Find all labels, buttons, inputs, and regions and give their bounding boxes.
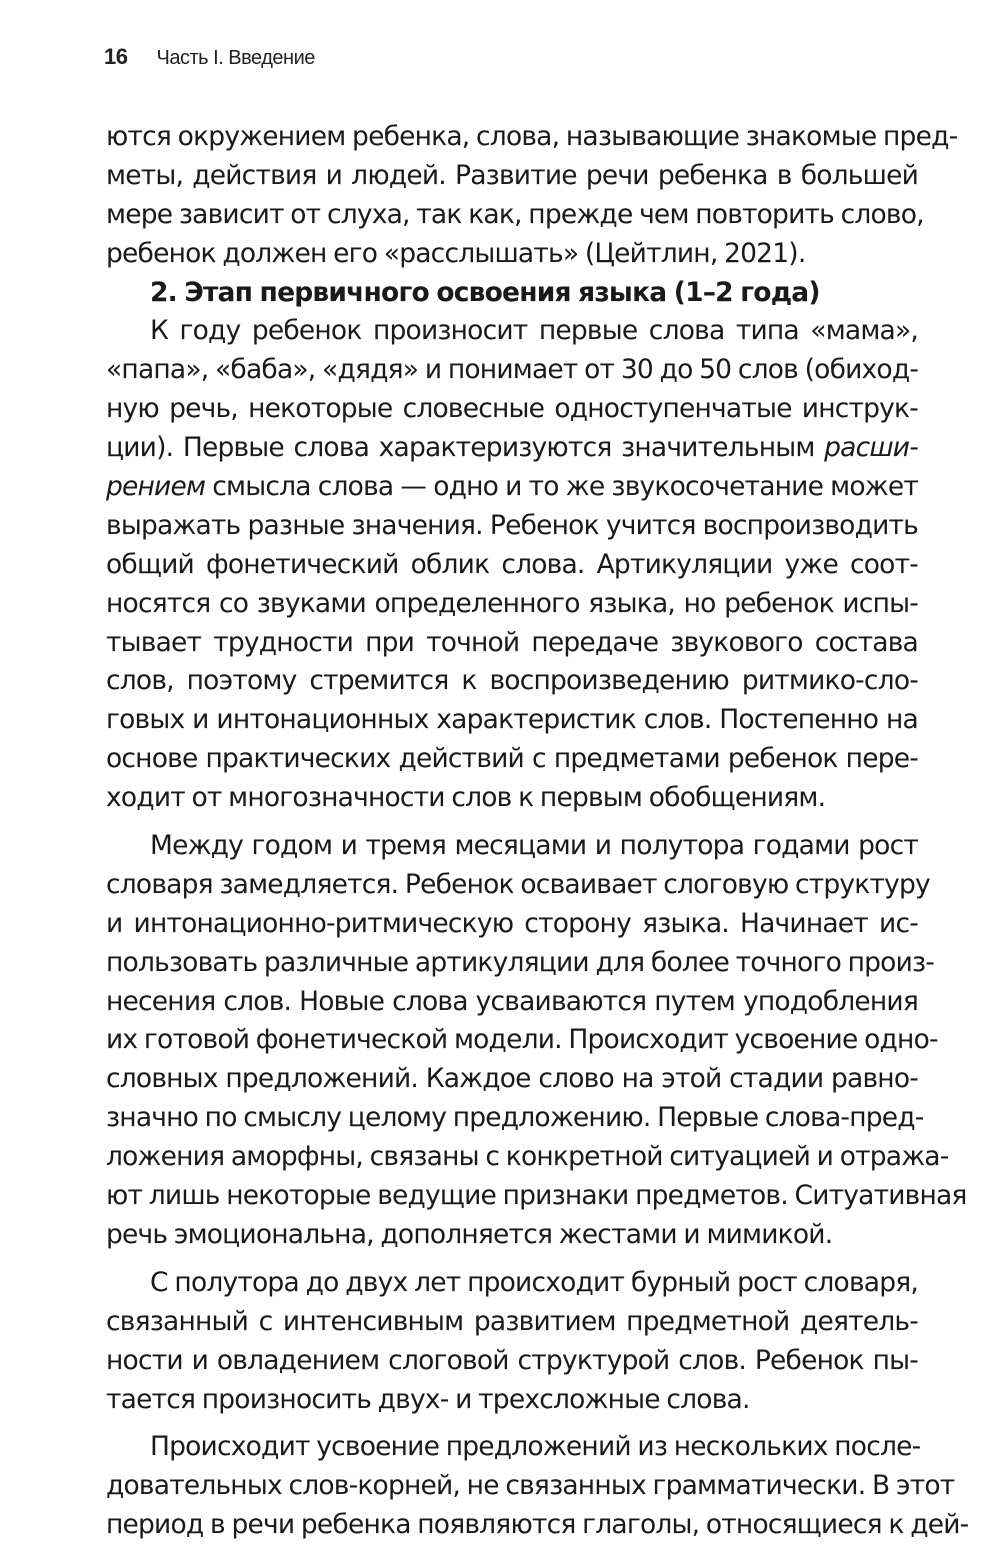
text-line: меты, действия и людей. Развитие речи ребенка в большей <box>106 159 918 191</box>
text-line: ложения аморфны, связаны с конкретной ситуацией и отража- <box>106 1141 949 1173</box>
text-line: Между годом и тремя месяцами и полутора годами рост <box>150 830 918 862</box>
section-heading: 2. Этап первичного освоения языка (1–2 года) <box>150 276 820 308</box>
text-line: речь эмоциональна, дополняется жестами и мимикой. <box>106 1218 833 1250</box>
text-line: мере зависит от слуха, так как, прежде чем повторить слово, <box>106 198 924 230</box>
text-line: ную речь, некоторые словесные одноступенчатые инструк- <box>106 393 918 425</box>
italic-term: рением <box>106 471 206 503</box>
text-line: их готовой фонетической модели. Происходит усвоение одно- <box>106 1024 938 1056</box>
text-line: довательных слов-корней, не связанных грамматически. В этот <box>106 1470 955 1502</box>
text-line: ют лишь некоторые ведущие признаки предметов. Ситуативная <box>106 1180 967 1212</box>
text-line <box>106 468 918 507</box>
text-line: тается произносить двух- и трехсложные слова. <box>106 1383 750 1415</box>
text-line: слов, поэтому стремится к воспроизведению ритмико-сло- <box>106 665 918 697</box>
text-line: основе практических действий с предметами ребенок пере- <box>106 743 918 775</box>
text-line: словаря замедляется. Ребенок осваивает слоговую структуру <box>106 868 930 900</box>
text-line: тывает трудности при точной передаче звукового состава <box>106 626 918 658</box>
text-line: носятся со звуками определенного языка, но ребенок испы- <box>106 587 918 619</box>
text-line: общий фонетический облик слова. Артикуляции уже соот- <box>106 548 918 580</box>
text-run: ции). Первые слова характеризуются значительным <box>106 432 825 464</box>
italic-term: расши- <box>824 432 918 464</box>
text-line: «папа», «баба», «дядя» и понимает от 30 до 50 слов (обиход- <box>106 354 919 386</box>
text-line: С полутора до двух лет происходит бурный рост словаря, <box>150 1266 918 1298</box>
text-line: ности и овладением слоговой структурой слов. Ребенок пы- <box>106 1344 918 1376</box>
text-line: пользовать различные артикуляции для более точного произ- <box>106 946 935 978</box>
text-line: ются окружением ребенка, слова, называющие знакомые пред- <box>106 121 958 152</box>
text-line: словных предложений. Каждое слово на этой стадии равно- <box>106 1063 918 1095</box>
page-number: 16 <box>104 44 128 69</box>
text-line: К году ребенок произносит первые слова типа «мама», <box>150 315 918 347</box>
running-title: Часть I. Введение <box>156 47 315 69</box>
text-line: связанный с интенсивным развитием предметной деятель- <box>106 1305 918 1337</box>
body-text <box>106 118 969 1545</box>
text-line: период в речи ребенка появляются глаголы, относящиеся к дей- <box>106 1509 969 1541</box>
text-line <box>106 429 918 468</box>
text-line: Происходит усвоение предложений из нескольких после- <box>150 1431 921 1463</box>
text-run: смысла слова — одно и то же звукосочетание может <box>205 471 918 503</box>
text-line: значно по смыслу целому предложению. Первые слова-пред- <box>106 1102 924 1134</box>
text-line: ходит от многозначности слов к первым обобщениям. <box>106 782 826 814</box>
text-line: говых и интонационных характеристик слов. Постепенно на <box>106 704 918 736</box>
running-header <box>104 44 315 70</box>
text-line: выражать разные значения. Ребенок учится воспроизводить <box>106 509 918 541</box>
text-line: и интонационно-ритмическую сторону языка. Начинает ис- <box>106 907 918 939</box>
text-line: ребенок должен его «расслышать» (Цейтлин, 2021). <box>106 237 806 269</box>
text-line: несения слов. Новые слова усваиваются путем уподобления <box>106 985 918 1017</box>
